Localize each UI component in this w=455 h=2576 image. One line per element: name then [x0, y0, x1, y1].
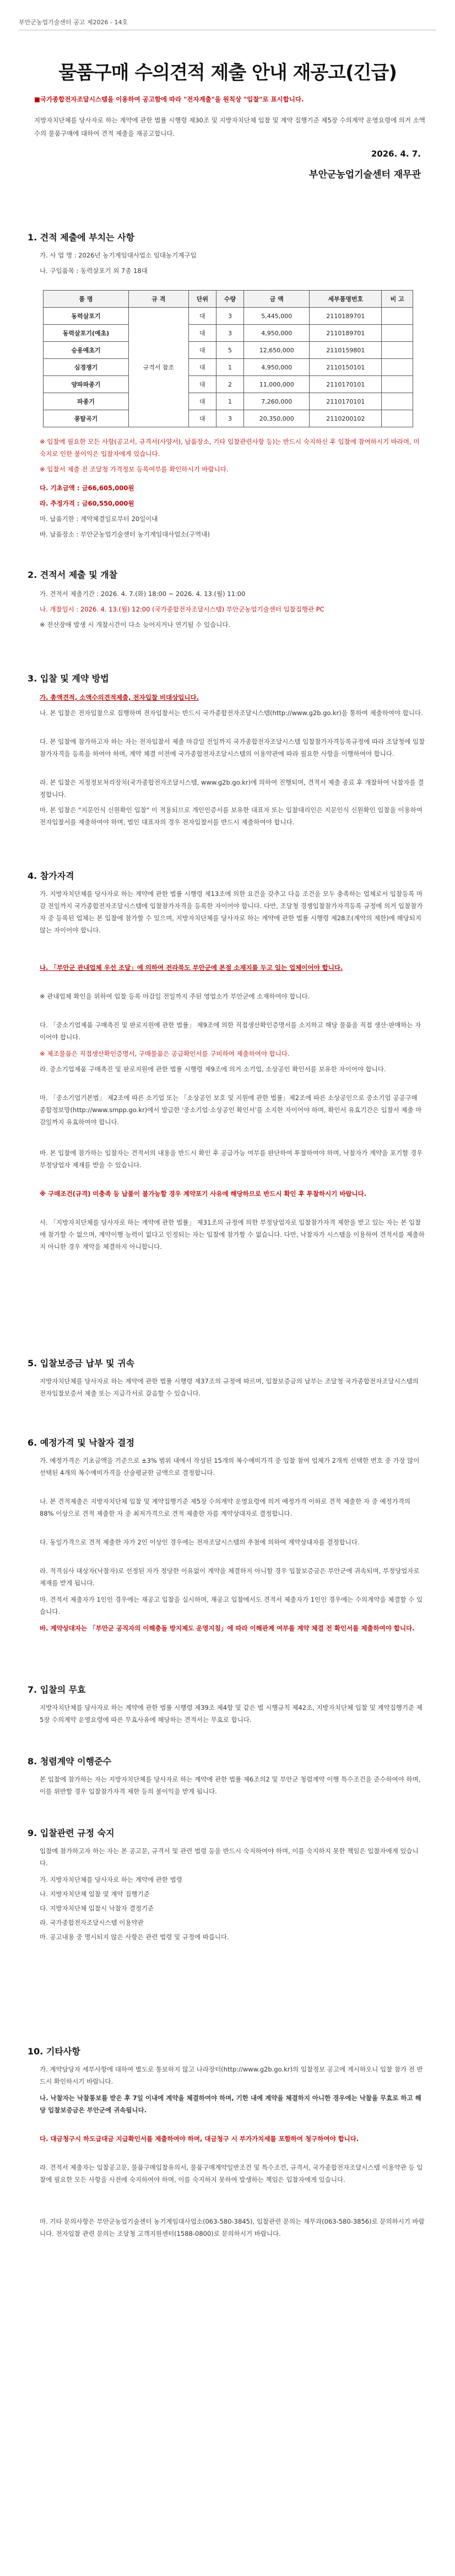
- sec5-line-1: 지방자치단체를 당사자로 하는 계약에 관한 법률 시행령 제37조의 규정에 따르며, 입찰보증금의 납부는 조달청 국가종합전자조달시스템의 전자입찰보증서 제출 또는 지급각서로 갈음할 수 있습니다.: [40, 1377, 419, 1397]
- item-qty: 3: [216, 410, 243, 427]
- sec4-line-8: 바. 본 입찰에 참가하는 입찰자는 견적서의 내용을 반드시 확인 후 공급가능 여부를 판단하여 투찰하여야 하며, 낙찰자가 계약을 포기할 경우 부정당업자 제재를 받을 수 있습니다.: [40, 1149, 423, 1169]
- sec6-line-6: 바. 계약상대자는 「부안군 공직자의 이해충돌 방지제도 운영지침」에 따라 이해관계 여부를 계약 체결 전 확인서를 제출하여야 합니다.: [40, 1624, 415, 1632]
- sec6-line-5: 마. 견적서 제출자가 1인인 경우에는 재공고 입찰을 실시하며, 재공고 입찰에서도 견적서 제출자가 1인인 경우에는 수의계약을 체결할 수 있습니다.: [40, 1596, 423, 1616]
- sec1-warning-2: ※ 입찰서 제출 전 조달청 가격정보 등록여부를 확인하시기 바랍니다.: [40, 465, 229, 473]
- sec10-line-3: 다. 대금청구시 하도급대금 지급확인서를 제출하여야 하며, 대금청구 시 부가가치세를 포함하여 청구하여야 합니다.: [40, 2135, 359, 2143]
- base-amount: 다. 기초금액 : 금66,605,000원: [40, 484, 134, 492]
- sec7-line-1: 지방자치단체를 당사자로 하는 계약에 관한 법률 시행령 제39조 제4항 및 같은 법 시행규칙 제42조, 지방자치단체 입찰 및 계약집행기준 제5장 수의계약 운영요령에 따른 무효사유에 해당하는 견적서는 무효로 합니다.: [40, 1704, 422, 1724]
- delivery-deadline: 마. 납품기한 : 계약체결일로부터 20일이내: [40, 515, 158, 523]
- item-unit: 대: [188, 308, 216, 325]
- sec9-line-3: 나. 지방자치단체 입찰 및 계약 집행기준: [40, 1890, 150, 1898]
- item-unit: 대: [188, 342, 216, 359]
- opening-datetime: 나. 개찰일시 : 2026. 4. 13.(월) 12:00 (국가종합전자조달시스템) 부안군농업기술센터 입찰집행관 PC: [40, 605, 324, 613]
- running-head: 부안군농업기술센터 공고 제2026 - 14호: [19, 19, 128, 26]
- sec4-line-2: 나. 「부안군 관내업체 우선 조달」에 의하여 전라북도 부안군에 본점 소재지를 두고 있는 업체이어야 합니다.: [40, 964, 343, 972]
- item-name: 양파파종기: [44, 376, 129, 393]
- sec3-line-4: 라. 본 입찰은 지정정보처리장치(국가종합전자조달시스템, www.g2b.go.kr)에 의하여 진행되며, 견적서 제출 종료 후 개찰하여 낙찰자를 결정합니다.: [40, 779, 424, 798]
- delivery-place: 바. 납품장소 : 부안군농업기술센터 농기계임대사업소(구역내): [40, 530, 210, 538]
- item-name: 심경쟁기: [44, 359, 129, 376]
- section-6-title: 6. 예정가격 및 낙찰자 결정: [28, 1437, 135, 1448]
- sec1-warning: ※ 입찰에 필요한 모든 사항(공고서, 규격서(사양서), 납품장소, 기타 입찰관련사항 등)는 반드시 숙지하신 후 입찰에 참여하시기 바라며, 미숙지로 인한 불이익은 입찰자에게 있습니다.: [40, 438, 420, 458]
- sec10-line-4: 라. 견적서 제출자는 입찰공고문, 물품구매입찰유의서, 물품구매계약일반조건 및 특수조건, 규격서, 국가종합전자조달시스템 이용약관 등 입찰에 필요한 모든 사항을 사전에 숙지하여야 하며, 이를 숙지하지 못하여 발생하는 책임은 입찰자에게 있습니다.: [40, 2164, 423, 2183]
- item-remark: [382, 376, 413, 393]
- sec6-line-2: 나. 본 견적제출은 지방자치단체 입찰 및 계약집행기준 제5장 수의계약 운영요령에 의거 예정가격 이하로 견적 제출한 자 중 예정가격의 88% 이상으로 견적 제출한 자 중 최저가격으로 견적 제출한 자를 계약상대자로 결정합니다.: [40, 1498, 410, 1517]
- item-unit: 대: [188, 376, 216, 393]
- item-unit: 대: [188, 325, 216, 342]
- item-name: 콩탈곡기: [44, 410, 129, 427]
- section-8-title: 8. 청렴계약 이행준수: [28, 1756, 111, 1767]
- item-remark: [382, 308, 413, 325]
- section-9-title: 9. 입찰관련 규정 숙지: [28, 1828, 115, 1838]
- table-row: [44, 410, 413, 427]
- col-header: 세부품명번호: [310, 291, 382, 308]
- item-qty: 3: [216, 325, 243, 342]
- sec4-line-1: 가. 지방자치단체를 당사자로 하는 계약에 관한 법률 시행령 제13조에 의한 요건을 갖추고 다음 조건을 모두 충족하는 업체로서 입찰등록 마감 전일까지 국가종합전자조달시스템에 입찰참가자격을 등록한 자이어야 합니다. 다만, 조달청 경쟁입찰참가자격등록 규정에 의거 입찰참가자 중 등록된 업체는 본 입찰에 참가할 수 있으며, 지방자치단체를 당사자로 하는 계약에 관한 법률 시행령 제28조(계약의 제한)에 해당되지 않는 자이어야 합니다.: [40, 890, 423, 934]
- table-row: [44, 342, 413, 359]
- item-qty: 1: [216, 359, 243, 376]
- item-unit: 대: [188, 359, 216, 376]
- table-row: [44, 376, 413, 393]
- sec4-line-9: ※ 구매조건(규격) 미충족 등 납품이 불가능할 경우 계약포기 사유에 해당하므로 반드시 확인 후 투찰하시기 바랍니다.: [40, 1190, 367, 1198]
- submission-period: 가. 견적서 제출기간 : 2026. 4. 7.(화) 18:00 ~ 2026. 4. 13.(월) 11:00: [40, 590, 246, 598]
- item-remark: [382, 342, 413, 359]
- sec4-line-6: 라. 중소기업제품 구매촉진 및 판로지원에 관한 법률 시행령 제9조에 의거 소기업, 소상공인 확인서를 보유한 자이어야 합니다.: [40, 1065, 386, 1073]
- sec3-line-3: 다. 본 입찰에 참가하고자 하는 자는 전자입찰서 제출 마감일 전일까지 국가종합전자조달시스템 입찰참가자격등록규정에 따라 조달청에 입찰참가자격을 등록을 하여야 하며, 계약 체결 이전에 국가종합전자조달시스템의 이용약관에 따라 필요한 사항을 이행하여야 합니다.: [40, 738, 425, 758]
- item-qty: 3: [216, 308, 243, 325]
- item-name: 동력살포기(예초): [44, 325, 129, 342]
- sec1-project: 가. 사 업 명 : 2026년 농기계임대사업소 임대농기계구입: [40, 251, 197, 259]
- item-code: 2110170101: [310, 376, 382, 393]
- col-header: 비 고: [382, 291, 413, 308]
- page-title: 물품구매 수의견적 제출 안내 재공고(긴급): [58, 62, 397, 84]
- sec6-line-1: 가. 예정가격은 기초금액을 기준으로 ±3% 범위 내에서 작성된 15개의 복수예비가격 중 입찰 참여 업체가 2개씩 선택한 번호 중 가장 많이 선택된 4개의 복수예비가격을 산술평균한 금액으로 결정합니다.: [40, 1457, 420, 1477]
- sec3-line-1: 가. 총액견적, 소액수의견적제출, 전자입찰 비대상입니다.: [40, 694, 199, 701]
- item-qty: 5: [216, 342, 243, 359]
- sec4-line-3: ※ 관내업체 확인을 위하여 입찰 등록 마감일 전일까지 주된 영업소가 부안군에 소재하여야 합니다.: [40, 992, 310, 1000]
- item-unit: 대: [188, 410, 216, 427]
- item-code: 2110200102: [310, 410, 382, 427]
- sec1-items: 나. 구입품목 : 동력살포기 외 7종 18대: [40, 267, 148, 275]
- item-amount: 11,000,000: [244, 376, 310, 393]
- items-table: [43, 290, 413, 427]
- section-4-title: 4. 참가자격: [28, 871, 74, 881]
- item-code: 2110189701: [310, 308, 382, 325]
- col-header: 품 명: [44, 291, 129, 308]
- sec10-line-2: 나. 낙찰자는 낙찰통보를 받은 후 7일 이내에 계약을 체결하여야 하며, 기한 내에 계약을 체결하지 아니한 경우에는 낙찰을 무효로 하고 해당 입찰보증금은 부안군에 귀속됩니다.: [40, 2094, 421, 2114]
- item-amount: 7,260,000: [244, 393, 310, 410]
- sec9-line-1: 입찰에 참가하고자 하는 자는 본 공고문, 규격서 및 관련 법령 등을 반드시 숙지하여야 하며, 이를 숙지하지 못한 책임은 입찰자에게 있습니다.: [40, 1847, 419, 1867]
- item-code: 2110170101: [310, 393, 382, 410]
- table-row: [44, 359, 413, 376]
- item-amount: 4,950,000: [244, 325, 310, 342]
- table-header-row: [44, 291, 413, 308]
- col-header: 규 격: [128, 291, 188, 308]
- issuing-organization: 부안군농업기술센터 재무관: [309, 169, 421, 180]
- col-header: 금 액: [244, 291, 310, 308]
- item-remark: [382, 410, 413, 427]
- item-remark: [382, 359, 413, 376]
- sec10-line-1: 가. 계약담당자 세부사항에 대하여 별도로 통보하지 않고 나라장터(http://www.g2b.go.kr)의 입찰정보 공고에 게시하오니 입찰 참가 전 반드시 확인하시기 바랍니다.: [40, 2065, 423, 2085]
- estimated-price: 라. 추정가격 : 금60,550,000원: [40, 500, 134, 507]
- spec-reference: 규격서 참조: [128, 308, 188, 427]
- sec9-line-2: 가. 지방자치단체를 당사자로 하는 계약에 관한 법령: [40, 1876, 182, 1883]
- table-row: [44, 393, 413, 410]
- item-code: 2110189701: [310, 325, 382, 342]
- item-code: 2110159801: [310, 342, 382, 359]
- sec6-line-4: 라. 적격심사 대상자(낙찰자)로 선정된 자가 정당한 이유없이 계약을 체결하지 아니할 경우 입찰보증금은 부안군에 귀속되며, 부정당업자로 제재를 받게 됩니다.: [40, 1567, 420, 1587]
- sec4-line-5: ※ 제조물품은 직접생산확인증명서, 구매물품은 공급확인서를 구비하여 제출하여야 합니다.: [40, 1050, 290, 1058]
- sec9-line-5: 라. 국가종합전자조달시스템 이용약관: [40, 1919, 144, 1926]
- section-3-title: 3. 입찰 및 계약 방법: [28, 673, 109, 684]
- item-amount: 5,445,000: [244, 308, 310, 325]
- col-header: 단위: [188, 291, 216, 308]
- section-5-title: 5. 입찰보증금 납부 및 귀속: [28, 1358, 135, 1368]
- item-remark: [382, 325, 413, 342]
- item-amount: 12,650,000: [244, 342, 310, 359]
- item-qty: 2: [216, 376, 243, 393]
- item-name: 승용예초기: [44, 342, 129, 359]
- sec2-note: ※ 전산장애 발생 시 개찰시간이 다소 늦어지거나 연기될 수 있습니다.: [40, 621, 231, 629]
- item-name: 파종기: [44, 393, 129, 410]
- system-notice: ■국가종합전자조달시스템을 이용하여 공고함에 따라 "전자계출"을 원칙상 "입찰"로 표시합니다.: [34, 95, 304, 103]
- item-amount: 20,350,000: [244, 410, 310, 427]
- sec6-line-3: 다. 동일가격으로 견적 제출한 자가 2인 이상인 경우에는 전자조달시스템의 추첨에 의하여 계약상대자를 결정합니다.: [40, 1538, 360, 1546]
- table-row: [44, 325, 413, 342]
- item-amount: 4,950,000: [244, 359, 310, 376]
- section-7-title: 7. 입찰의 무효: [28, 1684, 86, 1695]
- item-code: 2110150101: [310, 359, 382, 376]
- section-10-title: 10. 기타사항: [28, 2046, 80, 2057]
- intro-paragraph: 지방자치단체를 당사자로 하는 계약에 관한 법률 시행령 제30조 및 지방자치단체 입찰 및 계약 집행기준 제5장 수의계약 운영요령에 의거 소액수의 물품구매에 대하여 견적 제출을 재공고합니다.: [34, 116, 425, 137]
- table-row: [44, 308, 413, 325]
- sec9-line-6: 마. 공고내용 중 명시되지 않은 사항은 관련 법령 및 규정에 따릅니다.: [40, 1933, 229, 1941]
- col-header: 수량: [216, 291, 243, 308]
- item-remark: [382, 393, 413, 410]
- item-name: 동력살포기: [44, 308, 129, 325]
- sec10-line-5: 마. 기타 문의사항은 부안군농업기술센터 농기계임대사업소(063-580-3845), 입찰관련 문의는 재무과(063-580-3856)로 문의하시기 바랍니다. 전자입찰 관련 문의는 조달청 고객지원센터(1588-0800)로 문의하시기 바랍니다.: [40, 2218, 425, 2237]
- announcement-date: 2026. 4. 7.: [371, 149, 421, 159]
- sec8-line-1: 본 입찰에 참가하는 자는 지방자치단체를 당사자로 하는 계약에 관한 법률 제6조의2 및 부안군 청렴계약 이행 특수조건을 준수하여야 하며, 이를 위반할 경우 입찰참가자격 제한 등의 불이익을 받게 됩니다.: [40, 1775, 421, 1795]
- sec4-line-10: 사. 「지방자치단체를 당사자로 하는 계약에 관한 법률」 제31조의 규정에 의한 부정당업자로 입찰참가자격 제한을 받고 있는 자는 본 입찰에 참가할 수 없으며, 계약이행 능력이 없다고 인정되는 자는 입찰에 참가할 수 없습니다. 다만, 낙찰자가 시스템을 이용하여 견적서를 제출하지 아니한 경우 계약을 체결하지 아니합니다.: [40, 1219, 425, 1251]
- section-1-title: 1. 견적 제출에 부치는 사항: [28, 232, 135, 243]
- sec3-line-5: 마. 본 입찰은 "지문인식 신원확인 입찰" 이 적용되므로 개인인증서를 보유한 대표자 또는 입찰대리인은 지문인식 신원확인 입찰을 이용하여 전자입찰서를 제출하여야 하며, 법인 대표자의 경우 전자입찰서를 반드시 제출하여야 합니다.: [40, 806, 422, 826]
- item-qty: 1: [216, 393, 243, 410]
- sec3-line-2: 나. 본 입찰은 전자입찰으로 집행하며 전자입찰서는 반드시 국가종합전자조달시스템(http://www.g2b.go.kr)을 통하여 제출하여야 합니다.: [40, 709, 423, 717]
- section-2-title: 2. 견적서 제출 및 개찰: [28, 570, 118, 580]
- sec9-line-4: 다. 지방자치단체 입찰시 낙찰자 결정기준: [40, 1904, 154, 1912]
- sec4-line-7: 마. 「중소기업기본법」 제2조에 따른 소기업 또는 「소상공인 보호 및 지원에 관한 법률」제2조에 따른 소상공인으로 중소기업 공공구매 종합정보망(http://www.smpp.go.kr)에서 발급한 '중소기업·소상공인 확인서'를 소지한 자이어야 하며, 확인서 유효기간은 입찰서 제출 마감일까지 유효하여야 합니다.: [40, 1094, 422, 1126]
- item-unit: 대: [188, 393, 216, 410]
- sec4-line-4: 다. 「중소기업제품 구매촉진 및 판로지원에 관한 법률」 제9조에 의한 직접생산확인증명서를 소지하고 해당 물품을 직접 생산·판매하는 자이어야 합니다.: [40, 1021, 421, 1041]
